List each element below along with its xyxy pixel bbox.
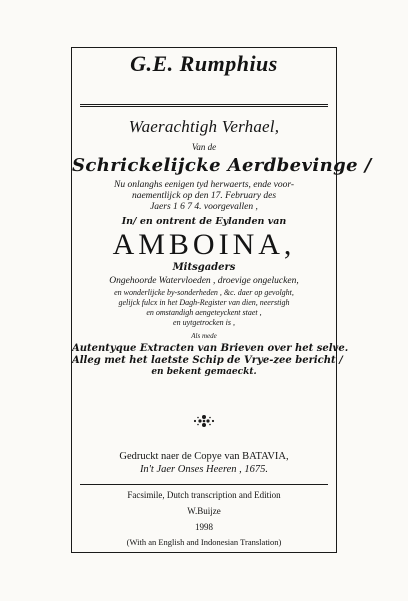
- intro-line-1: Nu onlanghs eenigen tyd herwaerts, ende voor-: [113, 180, 294, 190]
- publisher-line-1: Gedruckt naer de Copye van BATAVIA,: [119, 451, 289, 462]
- mitsgaders-line: Mitsgaders: [172, 262, 236, 273]
- facsimile-line-1: Facsimile, Dutch transcription and Edition: [127, 490, 281, 500]
- title-line-3: Schrickelijcke Aerdbevinge /: [72, 155, 372, 176]
- extract-line-3: en bekent gemaeckt.: [151, 367, 257, 377]
- body-line-4: en omstandigh aengeteyckent staet ,: [146, 308, 262, 317]
- body-line-1: Ongehoorde Watervloeden , droevige ongelucken,: [109, 276, 299, 286]
- floral-ornament-icon: [191, 413, 217, 434]
- title-line-2: Van de: [191, 142, 217, 152]
- title-line-1: Waerachtigh Verhael,: [128, 117, 280, 136]
- location-intro: In/ en ontrent de Eylanden van: [121, 216, 287, 227]
- rule-top: [80, 104, 328, 105]
- facsimile-translation-note: (With an English and Indonesian Translation): [126, 537, 282, 547]
- body-line-2: en wonderlijcke by-sonderheden , &c. daer op gevolght,: [114, 288, 294, 297]
- extract-line-2: Alleg met het laetste Schip de Vrye-zee bericht /: [72, 355, 343, 366]
- body-line-5: en uytgetrocken is ,: [173, 318, 235, 327]
- intro-line-2: naementlijck op den 17. February des: [131, 191, 277, 201]
- rule-top-secondary: [80, 106, 328, 107]
- author-name: G.E. Rumphius: [130, 51, 278, 76]
- rule-bottom: [80, 484, 328, 485]
- als-mede-line: Als mede: [191, 332, 217, 340]
- publisher-line-2: In't Jaer Onses Heeren , 1675.: [139, 464, 269, 475]
- place-name: AMBOINA,: [112, 228, 296, 261]
- intro-line-3: Jaers 1 6 7 4. voorgevallen ,: [150, 202, 258, 212]
- title-page-border: [71, 47, 372, 553]
- body-line-3: gelijck fulcx in het Dagh-Register van dien, neerstigh: [118, 298, 290, 307]
- extract-line-1: Autentyque Extracten van Brieven over het selve.: [72, 343, 349, 354]
- facsimile-year: 1998: [195, 522, 213, 532]
- facsimile-editor: W.Buijze: [187, 506, 221, 516]
